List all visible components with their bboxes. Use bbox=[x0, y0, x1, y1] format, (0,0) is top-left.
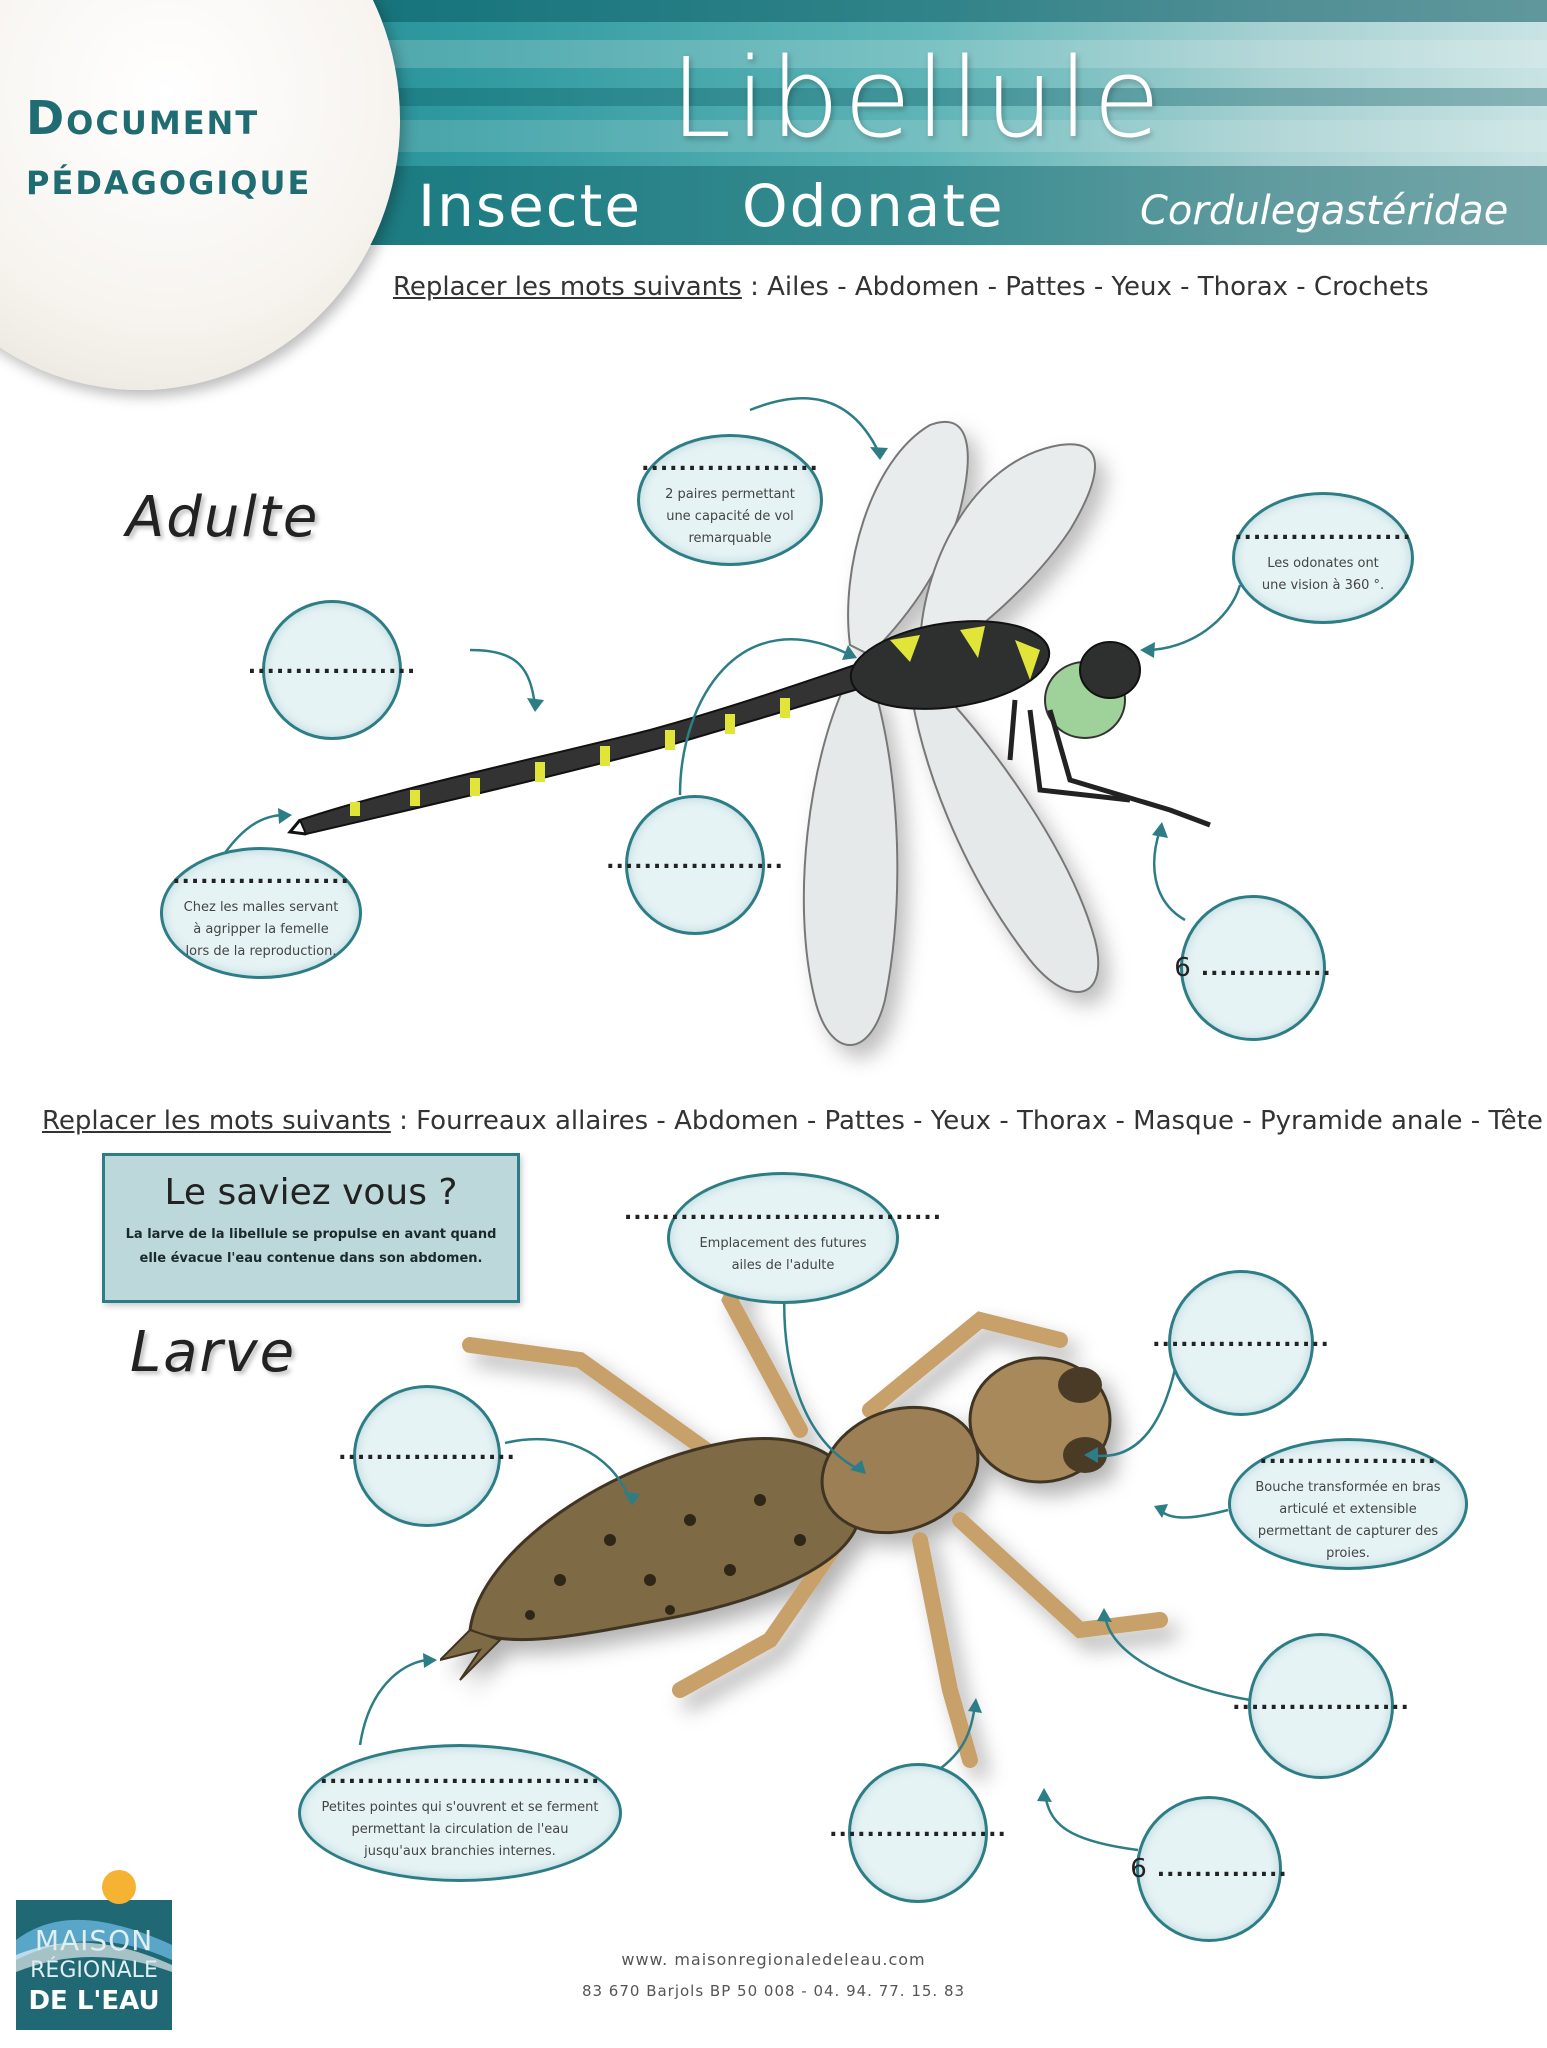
label-bubble-claspers[interactable] bbox=[160, 847, 362, 979]
arrow-head bbox=[1037, 1788, 1052, 1802]
arrow-head bbox=[1140, 642, 1155, 658]
blank-line: .................. bbox=[247, 653, 417, 679]
leg-count: 6 bbox=[1130, 1854, 1147, 1884]
instruction-label: Replacer les mots suivants bbox=[42, 1106, 391, 1136]
arrow-anal-pyramid bbox=[360, 1660, 430, 1745]
footer-website: www. maisonregionaledeleau.com bbox=[621, 1950, 926, 1969]
footer-address: 83 670 Barjols BP 50 008 - 04. 94. 77. 15. 83 bbox=[581, 1982, 966, 2000]
label-bubble-eyes[interactable] bbox=[1232, 492, 1414, 624]
label-bubble-wings[interactable] bbox=[637, 434, 823, 566]
blank-line: .................................. bbox=[623, 1199, 943, 1225]
doc-line-1: Document bbox=[26, 91, 260, 145]
instruction-words: : Ailes - Abdomen - Pattes - Yeux - Thorax - Crochets bbox=[741, 272, 1429, 302]
info-title: Le saviez vous ? bbox=[164, 1172, 458, 1213]
blank-line: ................... bbox=[1232, 1689, 1410, 1715]
arrow-eyes bbox=[1145, 585, 1240, 650]
arrow-head bbox=[278, 808, 292, 824]
page-title: Libellule bbox=[670, 34, 1165, 162]
order-label: Odonate bbox=[742, 172, 1005, 240]
bubble-hint: Bouche transformée en bras articulé et extensible permettant de capturer des proies. bbox=[1255, 1479, 1441, 1561]
arrow-wing-sheaths bbox=[784, 1280, 860, 1470]
label-bubble-eyes[interactable] bbox=[1152, 1270, 1330, 1416]
bubble-hint: Petites pointes qui s'ouvrent et se ferment permettant la circulation de l'eau jusqu'aux branchies internes. bbox=[321, 1799, 599, 1859]
label-bubble-anal-pyramid[interactable] bbox=[298, 1744, 622, 1882]
bubble-hint: Les odonates ont une vision à 360 °. bbox=[1261, 555, 1385, 593]
arrow-head bbox=[870, 447, 888, 460]
arrow-head bbox=[968, 1698, 982, 1713]
label-bubble-abdomen[interactable] bbox=[338, 1385, 516, 1527]
arrow-thorax bbox=[680, 639, 850, 795]
bubble-hint: Chez les malles servant à agripper la femelle lors de la reproduction. bbox=[183, 899, 339, 959]
arrow-head bbox=[1097, 1608, 1112, 1622]
logo-text-line: RÉGIONALE bbox=[30, 1958, 158, 1983]
instruction-words: : Fourreaux allaires - Abdomen - Pattes - Yeux - Thorax - Masque - Pyramide anale - Tête bbox=[390, 1106, 1543, 1136]
arrow-legs bbox=[1045, 1795, 1138, 1850]
label-bubble-wing-sheaths[interactable] bbox=[623, 1172, 943, 1304]
blank-line: ................... bbox=[1234, 519, 1412, 545]
class-label: Insecte bbox=[418, 172, 643, 240]
arrow-abdomen bbox=[505, 1439, 630, 1500]
label-bubble-legs[interactable] bbox=[1174, 895, 1332, 1041]
label-bubble-mask[interactable] bbox=[1228, 1438, 1468, 1570]
blank-line: ................... bbox=[1259, 1443, 1437, 1469]
family-label: Cordulegastéridae bbox=[1140, 188, 1509, 234]
larva-stage-label: Larve bbox=[130, 1320, 297, 1385]
label-bubble-legs[interactable] bbox=[1130, 1796, 1288, 1942]
blank-line: ................... bbox=[606, 848, 784, 874]
bubble-hint: Emplacement des futures ailes de l'adulte bbox=[699, 1235, 867, 1273]
blank-line: ................... bbox=[641, 450, 819, 476]
arrow-legs bbox=[1154, 830, 1185, 920]
logo-text-line: MAISON bbox=[34, 1924, 154, 1957]
arrow-head bbox=[423, 1653, 437, 1668]
blank-line: ................... bbox=[829, 1816, 1007, 1842]
blank-line: ................... bbox=[338, 1439, 516, 1465]
blank-line: ................... bbox=[172, 863, 350, 889]
info-text: La larve de la libellule se propulse en avant quand elle évacue l'eau contenue dans son abdomen. bbox=[125, 1227, 497, 1266]
arrow-head bbox=[527, 698, 544, 712]
arrow-abdomen bbox=[470, 650, 535, 705]
arrow-mask bbox=[1160, 1510, 1228, 1518]
arrow-head bbox=[1154, 1504, 1168, 1518]
blank-line: .............. bbox=[1156, 1856, 1288, 1882]
arrow-head bbox=[624, 1492, 640, 1506]
label-bubble-thorax[interactable] bbox=[606, 795, 784, 935]
doc-line-2: pédagogique bbox=[26, 151, 312, 205]
label-bubble-abdomen[interactable] bbox=[247, 600, 417, 740]
arrow-head bbox=[1105, 1615, 1250, 1700]
arrow-head bbox=[1152, 822, 1168, 838]
adult-stage-label: Adulte bbox=[126, 485, 320, 550]
bubble-hint: 2 paires permettant une capacité de vol remarquable bbox=[665, 486, 795, 546]
blank-line: ................... bbox=[1152, 1326, 1330, 1352]
blank-line: .............. bbox=[1200, 955, 1332, 981]
label-bubble-head[interactable] bbox=[1232, 1633, 1410, 1779]
label-bubble-thorax[interactable] bbox=[829, 1763, 1007, 1903]
logo-text-line: DE L'EAU bbox=[28, 1986, 160, 2016]
logo-sun-icon bbox=[102, 1870, 136, 1904]
leg-count: 6 bbox=[1174, 953, 1191, 983]
larva-instruction bbox=[42, 1106, 1543, 1136]
instruction-label: Replacer les mots suivants bbox=[393, 272, 742, 302]
arrow-eyes bbox=[1090, 1355, 1178, 1456]
arrow-head bbox=[1084, 1447, 1098, 1463]
blank-line: .............................. bbox=[319, 1763, 601, 1789]
